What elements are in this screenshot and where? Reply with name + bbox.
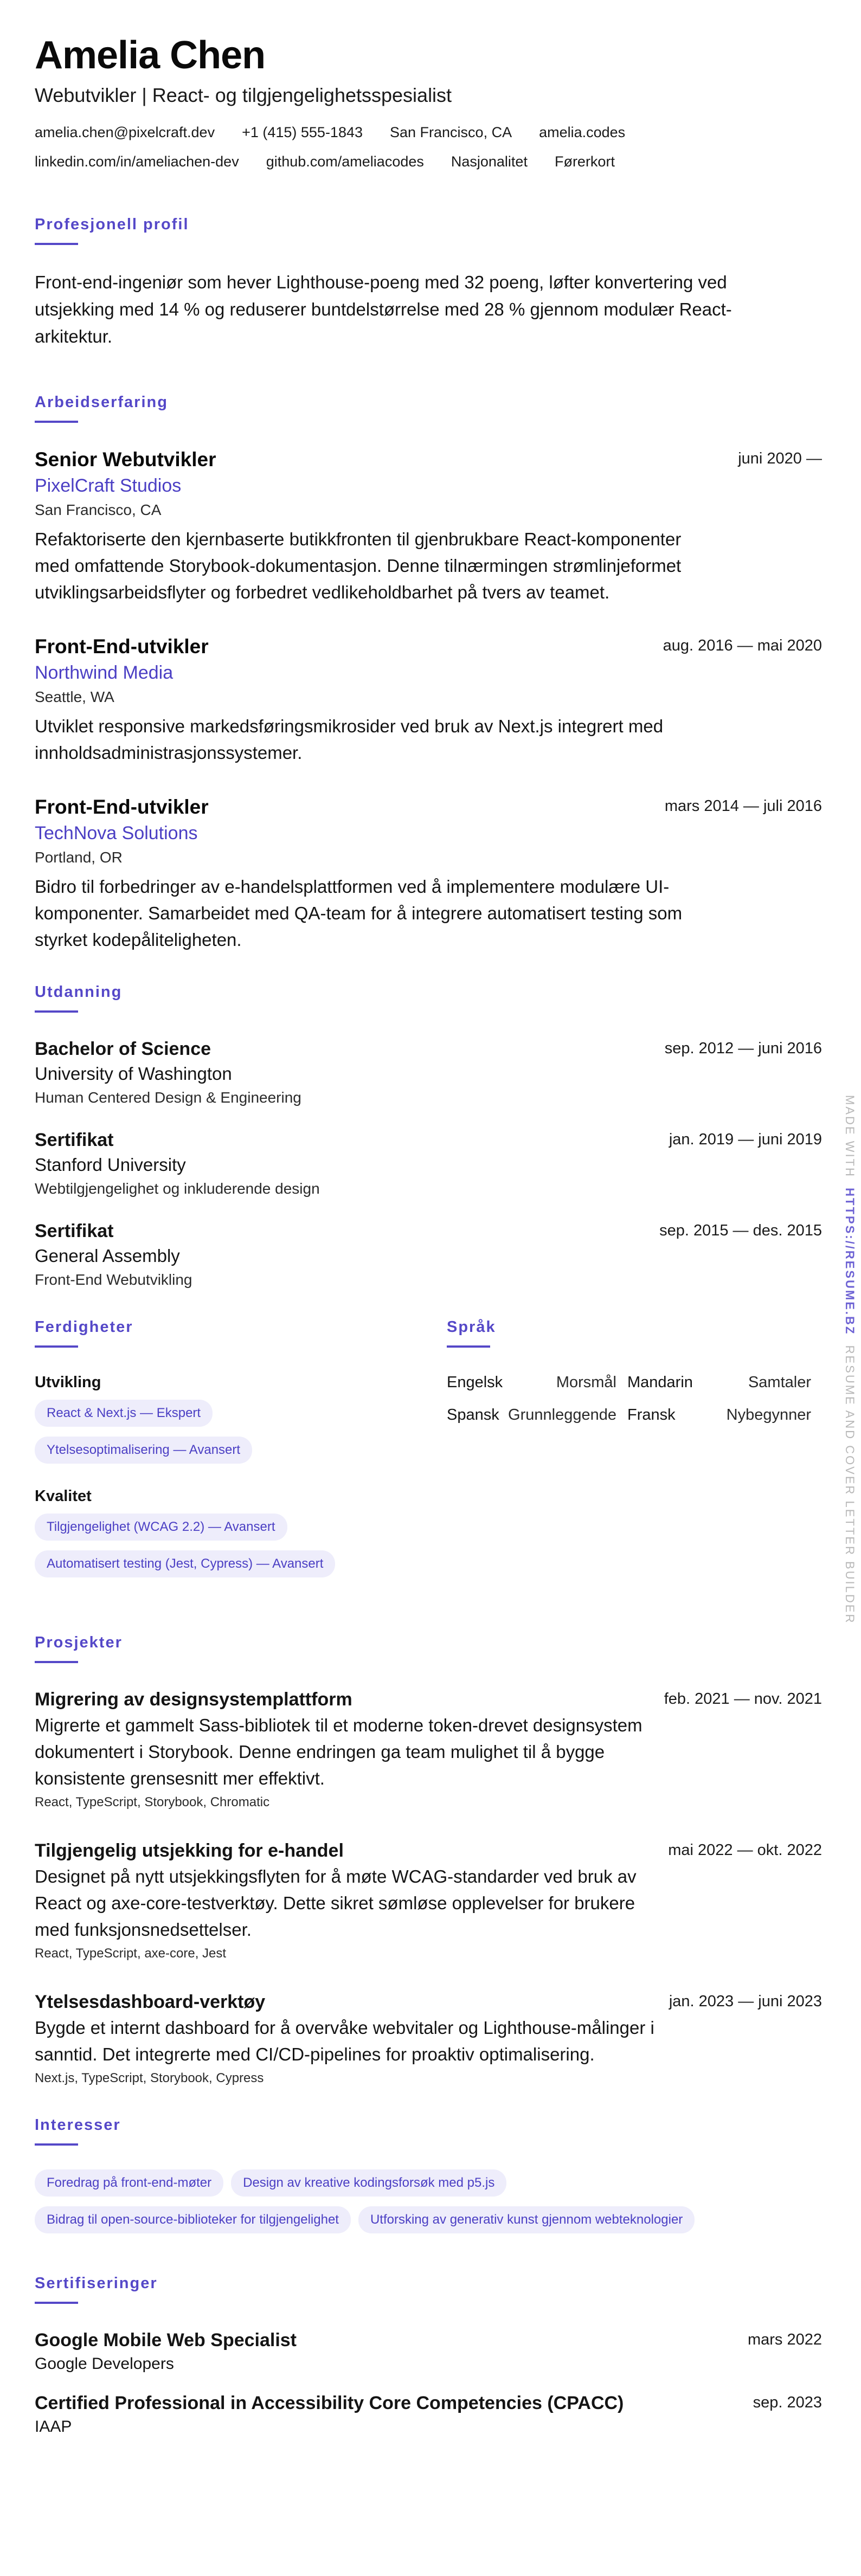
candidate-role: Webutvikler | React- og tilgjengelighetsspesialist: [35, 84, 452, 106]
degree-title: Sertifikat: [35, 1221, 114, 1241]
job-location: San Francisco, CA: [35, 501, 162, 518]
section-divider: [35, 1010, 78, 1013]
study-field: Webtilgjengelighet og inkluderende design: [35, 1180, 320, 1197]
contact-nationality: Nasjonalitet: [451, 153, 528, 170]
experience-entry: [35, 794, 822, 953]
interest-pill: Utforsking av generativ kunst gjennom webteknologier: [358, 2206, 695, 2233]
education-entry: [35, 1036, 822, 1109]
company-name: TechNova Solutions: [35, 823, 198, 843]
entry-date: aug. 2016 — mai 2020: [663, 637, 822, 654]
education-entry: [35, 1219, 822, 1291]
builder-watermark: [843, 1095, 861, 1625]
section-title: Arbeidserfaring: [35, 394, 168, 411]
language-item: [447, 1404, 627, 1426]
skill-pills: [35, 1437, 447, 1473]
skill-pills: [35, 1400, 447, 1437]
entry-date: sep. 2012 — juni 2016: [664, 1040, 822, 1057]
certification-issuer: IAAP: [35, 2418, 72, 2436]
skill-pills: [35, 1550, 447, 1587]
language-level: Samtaler: [748, 1374, 811, 1391]
language-grid: [447, 1371, 822, 1426]
certification-entry: [35, 2328, 822, 2375]
watermark-prefix: MADE WITH: [843, 1095, 857, 1178]
entry-date: feb. 2021 — nov. 2021: [664, 1690, 822, 1708]
skill-group-name: Kvalitet: [35, 1487, 92, 1505]
section-title: Interesser: [35, 2116, 121, 2134]
certifications-section: [35, 2272, 822, 2438]
language-item: [627, 1404, 822, 1426]
skills-languages-row: [35, 1316, 822, 1599]
contact-website[interactable]: amelia.codes: [539, 124, 626, 140]
certification-title: Certified Professional in Accessibility Core Competencies (CPACC): [35, 2393, 624, 2413]
skills-section: [35, 1316, 447, 1599]
skill-group-name: Utvikling: [35, 1374, 101, 1391]
school-name: University of Washington: [35, 1064, 232, 1084]
interest-pill: Foredrag på front-end-møter: [35, 2169, 223, 2197]
watermark-suffix: RESUME AND COVER LETTER BUILDER: [843, 1345, 857, 1625]
language-name: Mandarin: [627, 1374, 693, 1391]
section-divider: [35, 1345, 78, 1348]
job-description: Utviklet responsive markedsføringsmikrosider ved bruk av Next.js integrert med innholdsadministrasjonssystemer.: [35, 716, 664, 763]
section-divider: [35, 1661, 78, 1663]
section-divider: [447, 1345, 490, 1348]
section-divider: [35, 421, 78, 423]
entry-date: jan. 2019 — juni 2019: [669, 1131, 822, 1148]
certification-issuer: Google Developers: [35, 2355, 174, 2373]
project-tech: React, TypeScript, Storybook, Chromatic: [35, 1795, 270, 1809]
contact-list: [35, 121, 822, 172]
skill-group: [35, 1371, 447, 1473]
section-divider: [35, 2143, 78, 2146]
project-description: Migrerte et gammelt Sass-bibliotek til et moderne token-drevet designsystem dokumentert i Storybook. Denne endringen ga team mulighet til å bygge konsistente grensesnitt mer effektivt.: [35, 1715, 642, 1788]
school-name: General Assembly: [35, 1246, 180, 1266]
candidate-name: Amelia Chen: [35, 34, 266, 77]
project-entry: [35, 1838, 822, 1965]
language-item: [627, 1371, 822, 1393]
education-entry: [35, 1128, 822, 1200]
language-name: Spansk: [447, 1406, 499, 1424]
interest-pills: [35, 2206, 822, 2243]
study-field: Human Centered Design & Engineering: [35, 1089, 301, 1106]
project-title: Tilgjengelig utsjekking for e-handel: [35, 1840, 344, 1861]
language-item: [447, 1371, 627, 1393]
entry-date: mars 2014 — juli 2016: [664, 797, 822, 815]
section-title: Profesjonell profil: [35, 216, 189, 233]
languages-section: [447, 1316, 822, 1599]
skill-pill: React & Next.js — Ekspert: [35, 1400, 213, 1427]
entry-date: juni 2020 —: [738, 450, 822, 467]
entry-date: sep. 2023: [753, 2394, 822, 2411]
language-name: Fransk: [627, 1406, 676, 1424]
experience-entry: [35, 634, 822, 766]
contact-phone[interactable]: +1 (415) 555-1843: [242, 124, 363, 140]
skill-pill: Tilgjengelighet (WCAG 2.2) — Avansert: [35, 1514, 287, 1541]
project-entry: [35, 1687, 822, 1813]
section-divider: [35, 243, 78, 245]
watermark-text: [843, 1095, 857, 1624]
project-tech: Next.js, TypeScript, Storybook, Cypress: [35, 2071, 264, 2085]
entry-date: jan. 2023 — juni 2023: [669, 1993, 822, 2010]
experience-section: [35, 391, 822, 953]
profile-summary: Front-end-ingeniør som hever Lighthouse-poeng med 32 poeng, løfter konvertering ved utsjekking med 14 % og reduserer buntdelstørrelse med 28 % gjennom modulær React-arkitektur.: [35, 272, 732, 346]
project-title: Ytelsesdashboard-verktøy: [35, 1992, 266, 2012]
contact-license: Førerkort: [554, 153, 615, 170]
study-field: Front-End Webutvikling: [35, 1271, 192, 1288]
language-level: Grunnleggende: [508, 1406, 616, 1424]
certification-entry: [35, 2391, 822, 2438]
job-description: Refaktoriserte den kjernbaserte butikkfronten til gjenbrukbare React-komponenter med omfattende Storybook-dokumentasjon. Denne tilnærmingen strømlinjeformet utviklingsarbeidsflyter og forbedret vedlikeholdbarhet på tvers av teamet.: [35, 529, 682, 602]
skill-pills: [35, 1514, 447, 1550]
section-title: Prosjekter: [35, 1634, 123, 1651]
resume-page: [35, 33, 822, 2453]
entry-date: mai 2022 — okt. 2022: [668, 1841, 822, 1859]
entry-date: mars 2022: [747, 2331, 822, 2348]
experience-entry: [35, 447, 822, 606]
job-location: Seattle, WA: [35, 688, 114, 705]
job-title: Senior Webutvikler: [35, 448, 216, 471]
watermark-link[interactable]: HTTPS://RESUME.BZ: [843, 1188, 857, 1336]
project-tech: React, TypeScript, axe-core, Jest: [35, 1946, 227, 1961]
interest-pill: Bidrag til open-source-biblioteker for tilgjengelighet: [35, 2206, 351, 2233]
job-title: Front-End-utvikler: [35, 796, 209, 818]
project-title: Migrering av designsystemplattform: [35, 1689, 352, 1710]
interest-pill: Design av kreative kodingsforsøk med p5.js: [231, 2169, 506, 2197]
section-title: Sertifiseringer: [35, 2275, 158, 2292]
school-name: Stanford University: [35, 1155, 186, 1175]
contact-github[interactable]: github.com/ameliacodes: [266, 153, 424, 170]
project-entry: [35, 1989, 822, 2089]
resume-header: [35, 33, 822, 172]
language-level: Nybegynner: [726, 1406, 811, 1424]
job-title: Front-End-utvikler: [35, 635, 209, 658]
education-section: [35, 981, 822, 1291]
contact-location: San Francisco, CA: [390, 124, 512, 140]
section-title: Utdanning: [35, 983, 123, 1001]
project-description: Designet på nytt utsjekkingsflyten for å møte WCAG-standarder ved bruk av React og axe-core-testverktøy. Dette sikret sømløse opplevelser for brukere med funksjonsnedsettelser.: [35, 1866, 637, 1940]
job-description: Bidro til forbedringer av e-handelsplattformen ved å implementere modulære UI-komponenter. Samarbeidet med QA-team for å integrere automatisert testing som styrket kodepåliteligheten.: [35, 877, 683, 950]
company-name: PixelCraft Studios: [35, 475, 182, 496]
profile-section: [35, 214, 822, 350]
interests-section: [35, 2114, 822, 2243]
certification-title: Google Mobile Web Specialist: [35, 2330, 297, 2350]
section-title: Språk: [447, 1318, 496, 1336]
language-level: Morsmål: [556, 1374, 616, 1391]
skill-pill: Ytelsesoptimalisering — Avansert: [35, 1437, 252, 1464]
job-location: Portland, OR: [35, 849, 123, 866]
project-description: Bygde et internt dashboard for å overvåke webvitaler og Lighthouse-målinger i sanntid. Det integrerte med CI/CD-pipelines for proaktiv optimalisering.: [35, 2018, 654, 2064]
skill-group: [35, 1485, 447, 1587]
interest-pills: [35, 2169, 822, 2206]
contact-linkedin[interactable]: linkedin.com/in/ameliachen-dev: [35, 153, 239, 170]
projects-section: [35, 1632, 822, 2089]
degree-title: Sertifikat: [35, 1130, 114, 1150]
degree-title: Bachelor of Science: [35, 1039, 211, 1059]
entry-date: sep. 2015 — des. 2015: [659, 1222, 822, 1239]
contact-email[interactable]: amelia.chen@pixelcraft.dev: [35, 124, 215, 140]
skill-pill: Automatisert testing (Jest, Cypress) — Avansert: [35, 1550, 335, 1577]
language-name: Engelsk: [447, 1374, 503, 1391]
section-divider: [35, 2302, 78, 2304]
company-name: Northwind Media: [35, 662, 174, 683]
section-title: Ferdigheter: [35, 1318, 133, 1336]
